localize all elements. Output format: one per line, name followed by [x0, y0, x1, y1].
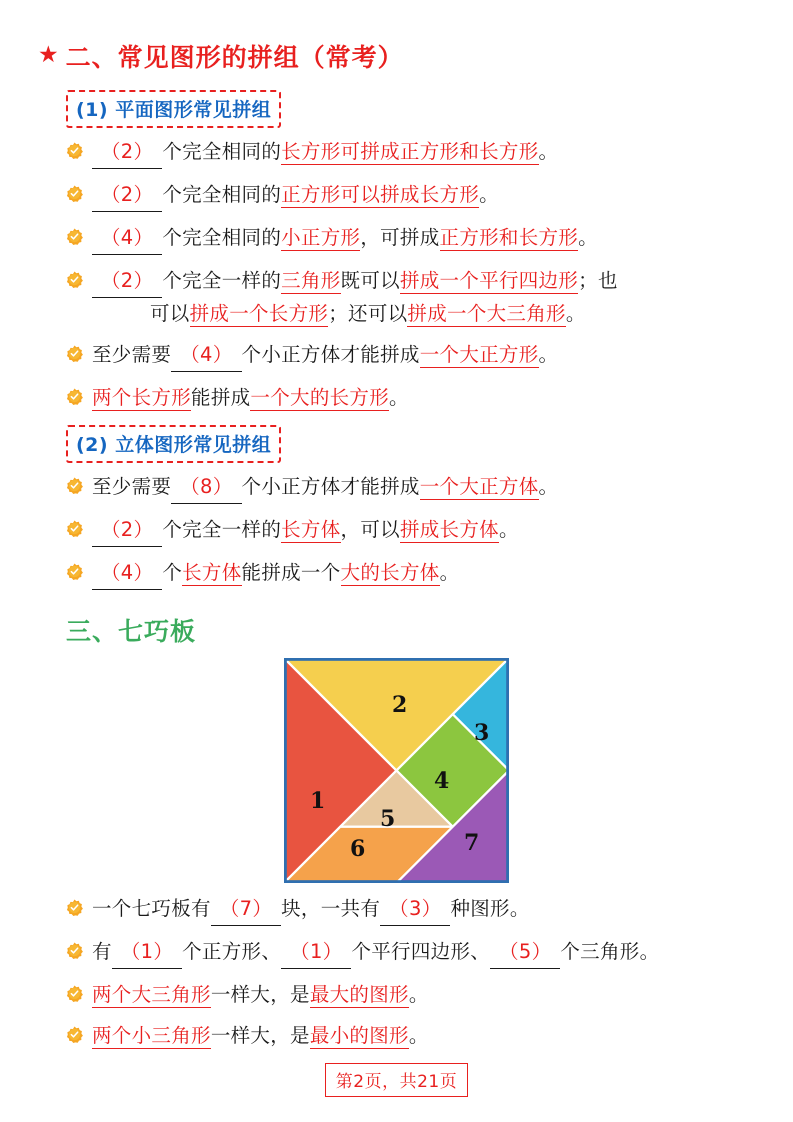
tangram-label-6: 6	[350, 836, 366, 862]
check-badge-icon	[66, 1026, 83, 1043]
footer	[34, 1063, 759, 1097]
list-item	[34, 514, 759, 547]
plain-text: 至少需要	[92, 475, 172, 498]
plain-text: 个小正方体才能拼成	[241, 475, 420, 498]
answer-blank: （1）	[112, 936, 182, 969]
section3-title: 三、七巧板	[66, 617, 197, 646]
list-item	[34, 339, 759, 372]
tangram-label-7: 7	[464, 830, 480, 856]
answer-blank: （4）	[92, 557, 162, 590]
underlined-answer: 拼成长方体	[399, 518, 499, 541]
list-item-text	[92, 179, 759, 212]
underlined-answer: 两个长方形	[92, 386, 192, 409]
check-badge-icon	[66, 563, 83, 580]
tangram-label-2: 2	[392, 692, 408, 718]
list-item	[34, 222, 759, 255]
check-badge-icon	[66, 942, 83, 959]
plane-items-list	[34, 136, 759, 413]
answer-blank: （5）	[490, 936, 560, 969]
plain-text: 个正方形、	[182, 940, 282, 963]
list-item-continuation	[92, 302, 586, 325]
tangram-figure-wrapper	[34, 658, 759, 883]
check-badge-icon	[66, 185, 83, 202]
section-title: 二、常见图形的拼组（常考）	[65, 43, 404, 72]
list-item-text	[92, 979, 759, 1010]
solid-items-list	[34, 471, 759, 590]
plain-text: 个三角形。	[560, 940, 660, 963]
plain-text: 。	[439, 561, 460, 584]
list-item-text	[92, 557, 759, 590]
underlined-answer: 小正方形	[281, 226, 361, 249]
plain-text: 块，一共有	[281, 897, 381, 920]
plain-text: 能拼成	[191, 386, 251, 409]
list-item-text	[92, 265, 759, 329]
list-item	[34, 893, 759, 926]
list-item-text	[92, 893, 759, 926]
list-item-text	[92, 514, 759, 547]
check-badge-icon	[66, 142, 83, 159]
tangram-label-4: 4	[434, 768, 450, 794]
check-badge-icon	[66, 520, 83, 537]
answer-blank: （7）	[211, 893, 281, 926]
plain-text: ，可以	[340, 518, 400, 541]
underlined-answer: 长方形可拼成正方形和长方形	[281, 140, 539, 163]
list-item	[34, 557, 759, 590]
section-heading	[38, 38, 759, 74]
plain-text: 个平行四边形、	[351, 940, 491, 963]
star-icon: ★	[38, 41, 60, 68]
plain-text: 。	[578, 226, 598, 249]
plain-text: 可以	[150, 302, 190, 325]
underlined-answer: 一个大正方体	[419, 475, 539, 498]
underlined-answer: 拼成一个大三角形	[407, 302, 566, 325]
underlined-answer: 拼成一个平行四边形	[399, 269, 579, 292]
list-item	[34, 979, 759, 1010]
plain-text: 。	[389, 386, 409, 409]
plain-text: 。	[538, 140, 559, 163]
plain-text: 既可以	[340, 269, 400, 292]
plain-text: 。	[538, 475, 559, 498]
tangram-label-3: 3	[474, 720, 490, 746]
answer-blank: （4）	[92, 222, 162, 255]
underlined-answer: 大的长方体	[340, 561, 440, 584]
underlined-answer: 一个大的长方形	[250, 386, 390, 409]
list-item-text	[92, 936, 759, 969]
underlined-answer: 正方形和长方形	[439, 226, 579, 249]
plain-text: 个完全相同的	[162, 140, 282, 163]
plain-text: 。	[408, 983, 429, 1006]
subheading-plane-shapes: (1) 平面图形常见拼组	[66, 90, 281, 128]
plain-text: 有	[92, 940, 112, 963]
check-badge-icon	[66, 985, 83, 1002]
answer-blank: （2）	[92, 514, 162, 547]
answer-blank: （8）	[171, 471, 241, 504]
answer-blank: （2）	[92, 265, 162, 298]
plain-text: 。	[479, 183, 499, 206]
plain-text: ；还可以	[328, 302, 408, 325]
plain-text: ，可拼成	[360, 226, 440, 249]
underlined-answer: 三角形	[281, 269, 341, 292]
check-badge-icon	[66, 228, 83, 245]
plain-text: 。	[498, 518, 519, 541]
plain-text: 一样大，是	[210, 983, 310, 1006]
plain-text: 个完全一样的	[162, 518, 282, 541]
plain-text: 个	[162, 561, 183, 584]
answer-blank: （4）	[171, 339, 241, 372]
list-item	[34, 936, 759, 969]
underlined-answer: 两个大三角形	[92, 983, 211, 1006]
list-item-text	[92, 339, 759, 372]
plain-text: 至少需要	[92, 343, 172, 366]
answer-blank: （1）	[281, 936, 351, 969]
tangram-label-1: 1	[310, 788, 326, 814]
plain-text: 一个七巧板有	[92, 897, 211, 920]
underlined-answer: 两个小三角形	[92, 1024, 211, 1047]
list-item	[34, 382, 759, 413]
list-item-text	[92, 136, 759, 169]
underlined-answer: 长方体	[281, 518, 341, 541]
underlined-answer: 拼成一个长方形	[189, 302, 329, 325]
plain-text: 。	[408, 1024, 429, 1047]
tangram-figure	[284, 658, 509, 883]
tangram-label-5: 5	[380, 806, 396, 832]
plain-text: 个小正方体才能拼成	[241, 343, 420, 366]
list-item-text	[92, 222, 759, 255]
plain-text: 。	[538, 343, 559, 366]
answer-blank: （2）	[92, 136, 162, 169]
subheading-solid-shapes: (2) 立体图形常见拼组	[66, 425, 281, 463]
list-item	[34, 179, 759, 212]
underlined-answer: 一个大正方形	[419, 343, 539, 366]
check-badge-icon	[66, 899, 83, 916]
list-item	[34, 265, 759, 329]
list-item-text	[92, 382, 759, 413]
list-item	[34, 1020, 759, 1051]
check-badge-icon	[66, 271, 83, 288]
plain-text: 一样大，是	[210, 1024, 310, 1047]
list-item	[34, 471, 759, 504]
plain-text: 个完全相同的	[162, 183, 282, 206]
check-badge-icon	[66, 388, 83, 405]
underlined-answer: 最大的图形	[309, 983, 409, 1006]
plain-text: ；也	[578, 269, 618, 292]
check-badge-icon	[66, 345, 83, 362]
plain-text: 能拼成一个	[241, 561, 341, 584]
underlined-answer: 长方体	[182, 561, 242, 584]
plain-text: 个完全相同的	[162, 226, 282, 249]
answer-blank: （3）	[380, 893, 450, 926]
answer-blank: （2）	[92, 179, 162, 212]
tangram-items-list	[34, 893, 759, 1051]
check-badge-icon	[66, 477, 83, 494]
plain-text: 种图形。	[450, 897, 530, 920]
plain-text: 。	[565, 302, 586, 325]
list-item-text	[92, 1020, 759, 1051]
underlined-answer: 正方形可以拼成长方形	[281, 183, 480, 206]
list-item	[34, 136, 759, 169]
page-marker: 第2页，共21页	[325, 1063, 468, 1097]
underlined-answer: 最小的图形	[309, 1024, 409, 1047]
plain-text: 个完全一样的	[162, 269, 282, 292]
list-item-text	[92, 471, 759, 504]
